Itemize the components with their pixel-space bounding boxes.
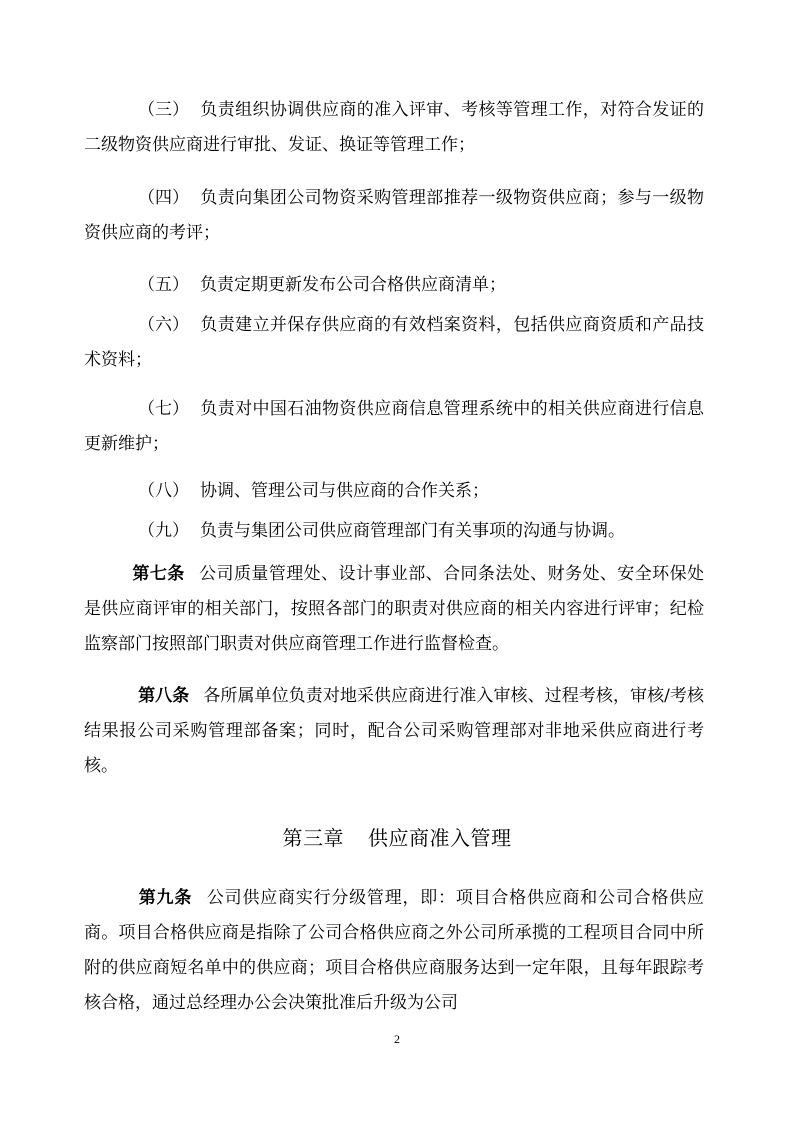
chapter-number: 第三章 bbox=[282, 826, 344, 850]
item-number: （八） bbox=[138, 481, 189, 501]
item-text: 负责定期更新发布公司合格供应商清单； bbox=[200, 275, 506, 295]
page-number: 2 bbox=[394, 1032, 400, 1046]
list-item bbox=[84, 181, 704, 251]
item-number: （九） bbox=[138, 521, 189, 541]
item-text: 负责对中国石油物资供应商信息管理系统中的相关供应商进行信息更新维护； bbox=[84, 399, 704, 454]
item-number: （六） bbox=[138, 315, 189, 335]
item-number: （三） bbox=[138, 100, 189, 120]
list-item bbox=[84, 392, 704, 462]
list-item bbox=[84, 93, 704, 163]
article bbox=[84, 679, 704, 784]
item-text: 协调、管理公司与供应商的合作关系； bbox=[200, 481, 489, 501]
item-text: 负责向集团公司物资采购管理部推荐一级物资供应商；参与一级物资供应商的考评； bbox=[84, 188, 704, 243]
article-label: 第九条 bbox=[138, 888, 193, 908]
item-text: 负责与集团公司供应商管理部门有关事项的沟通与协调。 bbox=[200, 521, 625, 541]
list-item bbox=[84, 308, 704, 378]
item-number: （七） bbox=[138, 399, 189, 419]
article bbox=[84, 557, 704, 662]
chapter-title: 供应商准入管理 bbox=[368, 826, 512, 850]
item-text: 负责组织协调供应商的准入评审、考核等管理工作，对符合发证的二级物资供应商进行审批、发证、换证等管理工作； bbox=[84, 100, 704, 155]
list-item bbox=[84, 268, 704, 303]
list-item bbox=[84, 514, 704, 549]
list-item bbox=[84, 474, 704, 509]
article bbox=[84, 881, 704, 1021]
item-number: （五） bbox=[138, 275, 189, 295]
article-label: 第七条 bbox=[132, 564, 185, 584]
article-label: 第八条 bbox=[138, 686, 190, 706]
chapter-heading bbox=[0, 822, 794, 851]
article-text: 公司质量管理处、设计事业部、合同条法处、财务处、安全环保处是供应商评审的相关部门，按照各部门的职责对供应商的相关内容进行评审；纪检监察部门按照部门职责对供应商管理工作进行监督检查。 bbox=[84, 564, 705, 654]
item-text: 负责建立并保存供应商的有效档案资料，包括供应商资质和产品技术资料； bbox=[84, 315, 704, 370]
article-text: 公司供应商实行分级管理，即：项目合格供应商和公司合格供应商。项目合格供应商是指除了公司合格供应商之外公司所承揽的工程项目合同中所附的供应商短名单中的供应商；项目合格供应商服务达到一定年限，且每年跟踪考核合格，通过总经理办公会决策批准后升级为公司 bbox=[84, 888, 704, 1013]
article-text: 各所属单位负责对地采供应商进行准入审核、过程考核，审核/考核结果报公司采购管理部备案；同时，配合公司采购管理部对非地采供应商进行考核。 bbox=[84, 686, 705, 776]
item-number: （四） bbox=[138, 188, 189, 208]
